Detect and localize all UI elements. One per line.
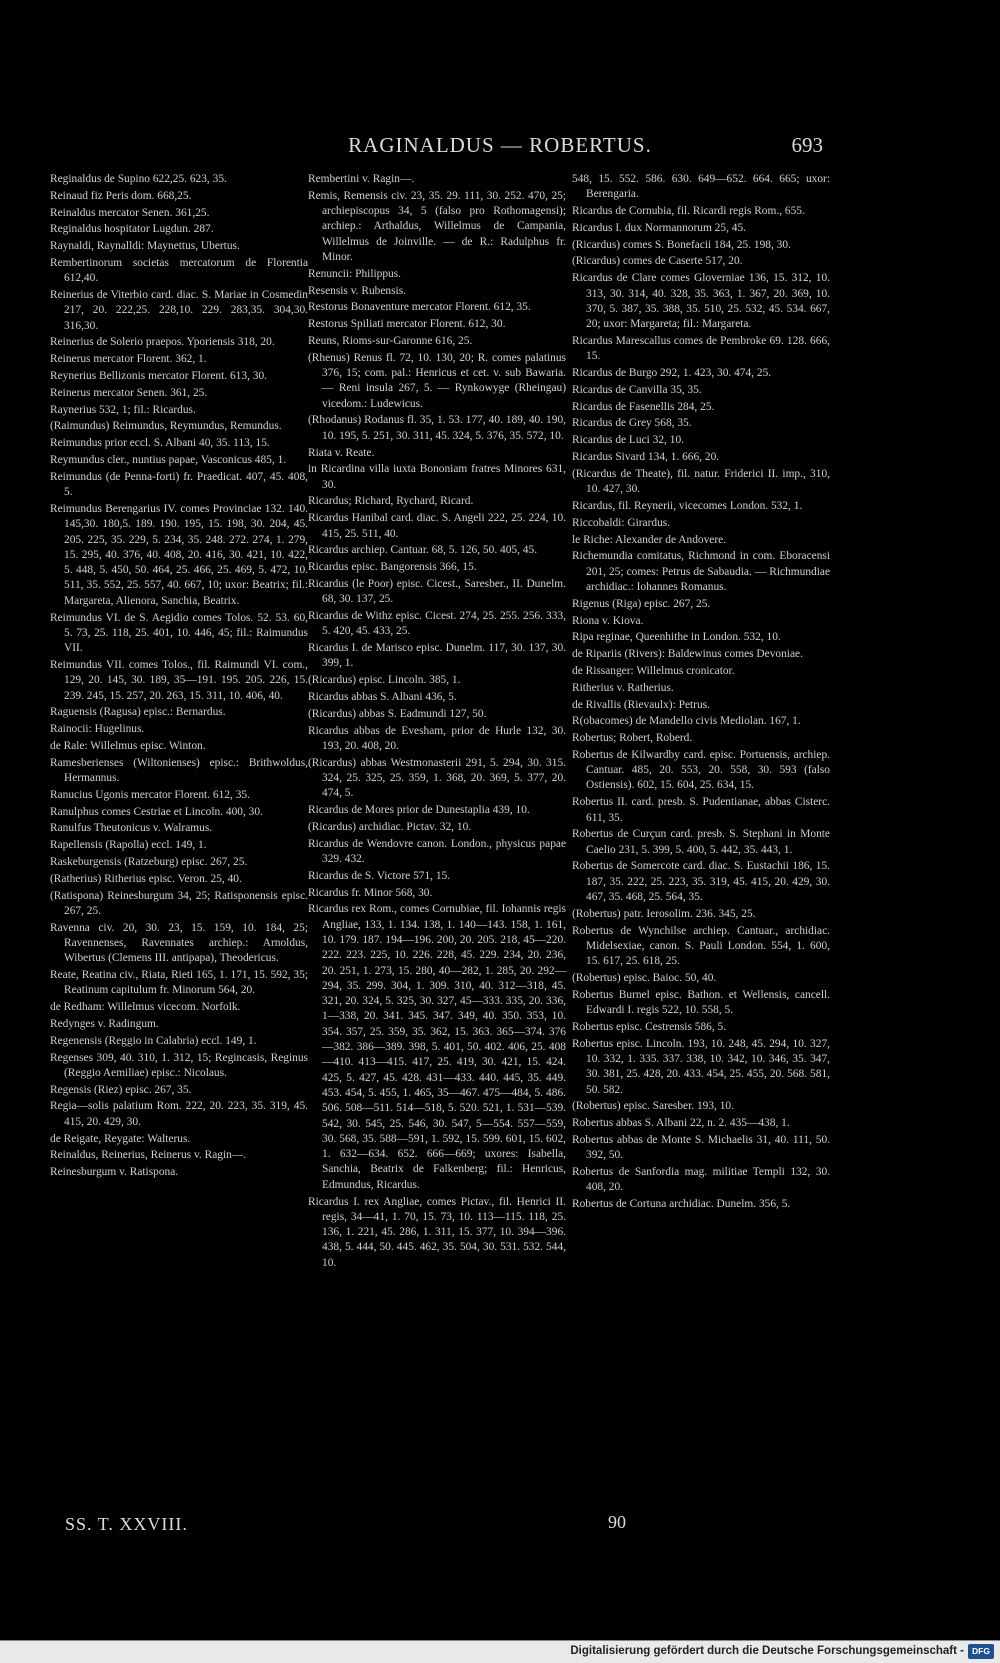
index-entry: Robertus de Kilwardby card. episc. Portuensis, archiep. Cantuar. 485, 20. 553, 20. 558, 30. 593 (falso Ostiensis). 602, 15. 604, 25. 634, 15. <box>572 748 830 792</box>
index-entry: Raskeburgensis (Ratzeburg) episc. 267, 25. <box>50 855 248 868</box>
index-entry: (Ricardus) archidiac. Pictav. 32, 10. <box>308 820 472 833</box>
index-entry: R(obacomes) de Mandello civis Mediolan. 167, 1. <box>572 715 801 728</box>
index-entry: Ricardus I. de Marisco episc. Dunelm. 117, 30. 137, 30. 399, 1. <box>308 642 566 670</box>
index-entry: de Rivallis (Rievaulx): Petrus. <box>572 698 710 711</box>
index-entry: Ranucius Ugonis mercator Florent. 612, 35. <box>50 788 250 801</box>
index-entry: Ranulfus Theutonicus v. Walramus. <box>50 822 213 835</box>
page-number: 693 <box>791 133 823 157</box>
index-entry: Rapellensis (Rapolla) eccl. 149, 1. <box>50 839 207 852</box>
index-entry: (Rhenus) Renus fl. 72, 10. 130, 20; R. comes palatinus 376, 15; com. pal.: Henricus et cet. v. sub Bawaria. — Reni insula 267, 5. — Rynkowyge (Rheingau) vicedom.: Ludewicus. <box>308 351 566 410</box>
index-entry: (Ricardus) episc. Lincoln. 385, 1. <box>308 674 461 687</box>
index-entry: Ritherius v. Ratherius. <box>572 681 674 694</box>
index-entry: Regenensis (Reggio in Calabria) eccl. 149, 1. <box>50 1034 257 1047</box>
index-entry: Restorus Bonaventure mercator Florent. 612, 35. <box>308 301 531 314</box>
index-entry: de Rissanger: Willelmus cronicator. <box>572 664 735 677</box>
index-entry: Robertus Burnel episc. Bathon. et Wellensis, cancell. Edwardi I. regis 522, 10. 558, 5. <box>572 988 830 1017</box>
credit-bar <box>0 1640 1000 1663</box>
index-entry: Raguensis (Ragusa) episc.: Bernardus. <box>50 706 226 719</box>
index-entry: Reinaldus mercator Senen. 361,25. <box>50 206 210 219</box>
index-entry: Remis, Remensis civ. 23, 35. 29. 111, 30. 252. 470, 25; archiepiscopus 34, 5 (falso pro Rothomagensi); archiep.: Arthaldus, Willelmus de Campania, Willelmus de Joinville. — de R.: Radulphus fr. Minor. <box>308 189 566 263</box>
index-entry: de Redham: Willelmus vicecom. Norfolk. <box>50 1001 241 1014</box>
index-entry: Ricardus de S. Victore 571, 15. <box>308 869 451 882</box>
index-entry: Reynerius Bellizonis mercator Florent. 613, 30. <box>50 370 268 383</box>
index-entry: Ricardus Hanibal card. diac. S. Angeli 222, 25. 224, 10. 415, 25. 511, 40. <box>308 512 566 540</box>
index-entry: (Ricardus) comes S. Bonefacii 184, 25. 198, 30. <box>572 238 791 251</box>
index-entry: Robertus abbas S. Albani 22, n. 2. 435—438, 1. <box>572 1117 790 1130</box>
index-entry: Resensis v. Rubensis. <box>308 284 406 297</box>
index-entry: Ricardus I. rex Angliae, comes Pictav., fil. Henrici II. regis, 34—41, 1. 70, 15. 73, 10. 113—115. 118, 25. 136, 1. 221, 45. 286, 1. 311, 15. 377, 10. 394—396. 438, 5. 444, 50. 445. 462, 35. 504, 30. 531. 532. 544, 10. <box>308 1195 566 1269</box>
index-entry: (Ricardus) abbas Westmonasterii 291, 5. 294, 30. 315. 324, 25. 325, 25. 359, 1. 368, 20. 369, 5. 377, 20. 474, 5. <box>308 756 566 800</box>
index-entry: (Robertus) patr. Ierosolim. 236. 345, 25. <box>572 907 756 920</box>
index-entry: de Rale: Willelmus episc. Winton. <box>50 739 206 752</box>
index-entry: Reate, Reatina civ., Riata, Rieti 165, 1. 171, 15. 592, 35; Reatinum capitulum fr. Minorum 564, 20. <box>50 969 308 997</box>
index-entry: Rigenus (Riga) episc. 267, 25. <box>572 597 711 610</box>
index-entry: Reinesburgum v. Ratispona. <box>50 1166 179 1179</box>
index-entry: Raynaldi, Raynalldi: Maynettus, Ubertus. <box>50 240 240 253</box>
index-entry: Ricardus de Fasenellis 284, 25. <box>572 400 715 413</box>
index-entry: Ranulphus comes Cestriae et Lincoln. 400, 30. <box>50 805 263 818</box>
index-entry: Rainocii: Hugelinus. <box>50 723 145 736</box>
index-entry: Restorus Spiliati mercator Florent. 612, 30. <box>308 318 506 331</box>
index-entry: (Ratherius) Ritherius episc. Veron. 25, 40. <box>50 872 242 885</box>
index-entry: Reinerus mercator Florent. 362, 1. <box>50 353 207 366</box>
index-entry: Reymundus cler., nuntius papae, Vasconicus 485, 1. <box>50 454 287 467</box>
index-entry: Reinaud fiz Peris dom. 668,25. <box>50 189 192 202</box>
index-entry: (Robertus) episc. Baioc. 50, 40. <box>572 972 717 985</box>
index-entry: Ricardus archiep. Cantuar. 68, 5. 126, 50. 405, 45. <box>308 544 538 557</box>
index-entry: Riccobaldi: Girardus. <box>572 516 671 529</box>
index-entry: Regensis (Riez) episc. 267, 35. <box>50 1083 192 1096</box>
index-entry: Ricardus de Clare comes Gloverniae 136, 15. 312, 10. 313, 30. 314, 40. 328, 35. 363, 1. 367, 20. 369, 10. 370, 5. 387, 35. 388, 35. 510, 25. 532, 45. 534. 667, 20; uxor: Margareta; fil.: Margareta. <box>572 272 830 331</box>
index-entry: Rembertinorum societas mercatorum de Florentia 612,40. <box>50 256 308 285</box>
index-entry: Ricardus de Cornubia, fil. Ricardi regis Rom., 655. <box>572 205 805 218</box>
index-entry: Reimundus (de Penna-forti) fr. Praedicat. 407, 45. 408, 5. <box>50 470 308 499</box>
index-entry: le Riche: Alexander de Andovere. <box>572 533 727 546</box>
funding-credit: Digitalisierung gefördert durch die Deutsche Forschungsgemeinschaft - <box>570 1645 964 1657</box>
index-entry: Robertus episc. Cestrensis 586, 5. <box>572 1020 727 1033</box>
index-entry: Ricardus de Canvilla 35, 35. <box>572 383 702 396</box>
index-entry: (Rhodanus) Rodanus fl. 35, 1. 53. 177, 40. 189, 40. 190, 10. 195, 5. 251, 30. 311, 45. 324, 5. 376, 35. 572, 10. <box>308 414 566 442</box>
index-entry: Reimundus Berengarius IV. comes Provinciae 132. 140. 145,30. 180,5. 189. 190. 195, 15. 198, 30. 204, 45. 205. 225, 35. 229, 5. 234, 35. 248. 272. 274, 1. 279, 15. 295, 40. 376, 40. 408, 20. 416, 30. 421, 10. 422, 5. 448, 5. 450, 50. 464, 25. 466, 25. 469, 5. 472, 10. 511, 35. 552, 25. 557, 40. 667, 10; uxor: Beatrix; fil.: Margareta, Alienora, Sanchia, Beatrix. <box>50 502 308 607</box>
index-entry: Ricardus abbas de Evesham, prior de Hurle 132, 30. 193, 20. 408, 20. <box>308 724 566 752</box>
index-entry: Robertus de Somercote card. diac. S. Eustachii 186, 15. 187, 35. 222, 25. 223, 35. 319, 45. 415, 20. 429, 30. 467, 35. 468, 25. 564, 35. <box>572 860 830 904</box>
index-column-right <box>572 172 830 1214</box>
index-entry: 548, 15. 552. 586. 630. 649—652. 664. 665; uxor: Berengaria. <box>572 173 830 201</box>
index-entry: Reimundus prior eccl. S. Albani 40, 35. 113, 15. <box>50 437 270 450</box>
sheet-number: 90 <box>608 1512 626 1532</box>
index-entry: Reinerius de Solerio praepos. Yporiensis 318, 20. <box>50 336 275 349</box>
index-entry: Robertus abbas de Monte S. Michaelis 31, 40. 111, 50. 392, 50. <box>572 1134 830 1162</box>
index-entry: Redynges v. Radingum. <box>50 1017 159 1030</box>
index-column-left <box>50 172 308 1182</box>
index-entry: Ricardus Sivard 134, 1. 666, 20. <box>572 451 720 464</box>
index-entry: (Ricardus de Theate), fil. natur. Friderici II. imp., 310, 10. 427, 30. <box>572 467 830 496</box>
index-entry: Ripa reginae, Queenhithe in London. 532, 10. <box>572 631 781 644</box>
index-entry: Reinerius de Viterbio card. diac. S. Mariae in Cosmedin 217, 20. 222,25. 228,10. 229. 283,35. 304,30. 316,30. <box>50 289 308 332</box>
index-entry: Ricardus, fil. Reynerii, vicecomes London. 532, 1. <box>572 499 803 512</box>
index-entry: Robertus II. card. presb. S. Pudentianae, abbas Cisterc. 611, 35. <box>572 796 830 824</box>
index-entry: Ricardus de Wendovre canon. London., physicus papae 329. 432. <box>308 837 566 865</box>
index-entry: Ricardus; Richard, Rychard, Ricard. <box>308 495 474 508</box>
index-entry: Ricardus episc. Bangorensis 366, 15. <box>308 561 477 574</box>
index-entry: Raynerius 532, 1; fil.: Ricardus. <box>50 403 196 416</box>
index-entry: (Ratispona) Reinesburgum 34, 25; Ratisponensis episc. 267, 25. <box>50 889 308 917</box>
index-entry: de Reigate, Reygate: Walterus. <box>50 1132 191 1145</box>
index-entry: Riata v. Reate. <box>308 446 375 459</box>
index-entry: Ramesberienses (Wiltonienses) episc.: Brithwoldus, Hermannus. <box>50 756 308 784</box>
index-entry: Regia—solis palatium Rom. 222, 20. 223, 35. 319, 45. 415, 20. 429, 30. <box>50 1100 308 1128</box>
index-entry: Robertus de Cortuna archidiac. Dunelm. 356, 5. <box>572 1198 791 1211</box>
index-entry: (Raimundus) Reimundus, Reymundus, Remundus. <box>50 420 282 433</box>
index-entry: Reginaldus de Supino 622,25. 623, 35. <box>50 173 227 185</box>
index-entry: (Robertus) episc. Saresber. 193, 10. <box>572 1100 734 1113</box>
index-entry: de Ripariis (Rivers): Baldewinus comes Devoniae. <box>572 648 803 661</box>
index-entry: Ricardus de Grey 568, 35. <box>572 417 692 430</box>
index-entry: Richemundia comitatus, Richmond in com. Eboracensi 201, 25; comes: Petrus de Sabaudia. — Richmundiae archidiac.: Iohannes Romanus. <box>572 550 830 593</box>
index-entry: Robertus episc. Lincoln. 193, 10. 248, 45. 294, 10. 327, 10. 332, 1. 335. 337. 338, 10. 342, 10. 346, 35. 347, 30. 381, 25. 428, 20. 433. 454, 25. 455, 20. 568. 581, 50. 582. <box>572 1037 830 1096</box>
index-entry: Robertus de Curçun card. presb. S. Stephani in Monte Caelio 231, 5. 399, 5. 400, 5. 442, 35. 443, 1. <box>572 828 830 856</box>
index-entry: Ricardus Marescallus comes de Pembroke 69. 128. 666, 15. <box>572 334 830 363</box>
index-entry: Ricardus rex Rom., comes Cornubiae, fil. Iohannis regis Angliae, 133, 1. 134. 138, 1. 140—143. 158, 1. 161, 10. 179. 187. 194—196. 200, 20. 205. 218, 45—220. 222. 223. 225, 10. 226. 228, 45. 229. 234, 20. 236, 20. 251, 1. 273, 15. 280, 40—282, 1. 285, 20. 292—294, 35. 299. 304, 1. 309. 310, 40. 312—318, 45. 321, 20. 324, 5. 325, 30. 327, 45—333. 335, 20. 336, 1—338, 20. 341. 345. 347. 349, 40. 350. 353, 10. 354. 357, 25. 359, 35. 362, 15. 363. 365—374. 376—382. 386—389. 398, 5. 401, 50. 402. 406, 25. 408—410. 413—415. 417, 25. 419, 30. 421, 15. 424. 425, 5. 427, 45. 428. 431—433. 440. 445, 35. 449. 453. 454, 5. 455, 1. 465, 35—467. 475—484, 5. 486. 506. 508—511. 514—518, 5. 520. 521, 1. 531—539. 542, 30. 545, 25. 546, 30. 547, 5—554. 557—559, 30. 568, 35. 588—591, 1. 592, 15. 599. 601, 15. 602, 1. 632—634. 652. 666—669; uxores: Isabella, Sanchia, Beatrix de Falkenberg; fil.: Henricus, Edmundus, Ricardus. <box>308 903 566 1191</box>
index-entry: Ricardus de Burgo 292, 1. 423, 30. 474, 25. <box>572 367 772 380</box>
index-entry: (Ricardus) abbas S. Eadmundi 127, 50. <box>308 707 487 720</box>
index-entry: Reinaldus, Reinerius, Reinerus v. Ragin—. <box>50 1149 247 1162</box>
index-entry: Ricardus fr. Minor 568, 30. <box>308 886 433 899</box>
index-entry: Ricardus de Luci 32, 10. <box>572 434 684 447</box>
index-entry: Ricardus abbas S. Albani 436, 5. <box>308 691 457 703</box>
index-entry: Reimundus VI. de S. Aegidio comes Tolos. 52. 53. 60, 5. 73, 25. 118, 25. 401, 10. 446, 45; fil.: Raimundus VII. <box>50 611 308 655</box>
index-entry: Ricardus de Mores prior de Dunestaplia 439, 10. <box>308 804 530 817</box>
index-entry: Robertus de Wynchilse archiep. Cantuar., archidiac. Midelsexiae, canon. S. Pauli London. 554, 1. 600, 15. 617, 25. 618, 25. <box>572 924 830 968</box>
index-column-middle <box>308 172 566 1272</box>
page-header-title: RAGINALDUS — ROBERTUS. <box>348 133 652 157</box>
index-entry: (Ricardus) comes de Caserte 517, 20. <box>572 255 743 268</box>
index-entry: Ricardus de Withz episc. Cicest. 274, 25. 255. 256. 333, 5. 420, 45. 433, 25. <box>308 610 566 638</box>
dfg-logo: DFG <box>968 1644 994 1659</box>
volume-signature: SS. T. XXVIII. <box>65 1514 188 1534</box>
index-entry: Ravenna civ. 20, 30. 23, 15. 159, 10. 184, 25; Ravennenses, Ravennates archiep.: Arnoldus, Wibertus (Clemens III. antipapa), Theodericus. <box>50 921 308 965</box>
index-entry: Rembertini v. Ragin—. <box>308 173 415 185</box>
index-entry: Robertus de Sanfordia mag. militiae Templi 132, 30. 408, 20. <box>572 1166 830 1194</box>
index-entry: Reginaldus hospitator Lugdun. 287. <box>50 223 214 236</box>
index-entry: in Ricardina villa iuxta Bononiam fratres Minores 631, 30. <box>308 463 566 491</box>
index-entry: Regenses 309, 40. 310, 1. 312, 15; Regincasis, Reginus (Reggio Aemiliae) episc.: Nicolaus. <box>50 1051 308 1079</box>
index-entry: Ricardus (le Poor) episc. Cicest., Saresber., II. Dunelm. 68, 30. 137, 25. <box>308 577 566 606</box>
index-entry: Riona v. Kiova. <box>572 614 644 627</box>
index-entry: Reinerus mercator Senen. 361, 25. <box>50 386 208 399</box>
index-entry: Robertus; Robert, Roberd. <box>572 732 693 745</box>
index-entry: Renuncii: Philippus. <box>308 267 402 280</box>
index-entry: Ricardus I. dux Normannorum 25, 45. <box>572 221 746 234</box>
index-entry: Reimundus VII. comes Tolos., fil. Raimundi VI. com., 129, 20. 145, 30. 189, 35—191. 195. 205. 226, 15. 239. 245, 15. 257, 20. 263, 15. 311, 10. 406, 40. <box>50 658 308 702</box>
index-entry: Reuns, Rioms-sur-Garonne 616, 25. <box>308 334 473 347</box>
